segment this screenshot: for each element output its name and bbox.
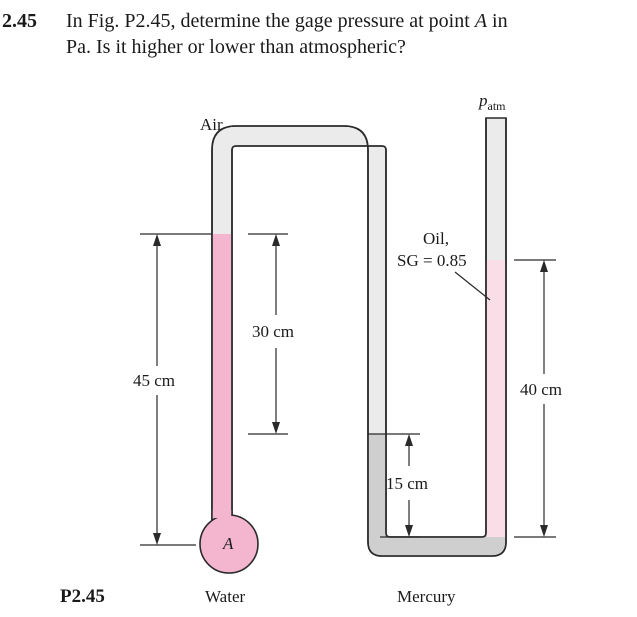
label-15cm: 15 cm xyxy=(386,474,429,493)
label-oil-line1: Oil, xyxy=(423,229,449,248)
label-30cm: 30 cm xyxy=(252,322,295,341)
label-patm-sub: atm xyxy=(487,99,506,113)
label-air: Air xyxy=(200,115,223,134)
figure-caption: P2.45 xyxy=(60,586,105,607)
label-40cm: 40 cm xyxy=(520,380,563,399)
label-mercury: Mercury xyxy=(397,587,456,606)
problem-line1-pre: In Fig. P2.45, determine the gage pressure at point xyxy=(66,10,475,32)
label-patm-main: p xyxy=(479,91,488,110)
oil-leader-line xyxy=(455,272,490,300)
label-patm xyxy=(478,91,506,113)
label-oil-line2: SG = 0.85 xyxy=(397,251,467,270)
problem-line2: Pa. Is it higher or lower than atmospheric? xyxy=(66,36,406,58)
problem-number: 2.45 xyxy=(2,10,37,32)
label-45cm: 45 cm xyxy=(133,371,176,390)
problem-line1-post: in xyxy=(487,10,508,32)
label-point-a: A xyxy=(223,534,234,553)
oil-column xyxy=(487,260,505,537)
label-water: Water xyxy=(205,587,246,606)
bulb-neck xyxy=(213,510,231,518)
problem-line1-var: A xyxy=(474,10,488,32)
water-column xyxy=(213,234,231,545)
